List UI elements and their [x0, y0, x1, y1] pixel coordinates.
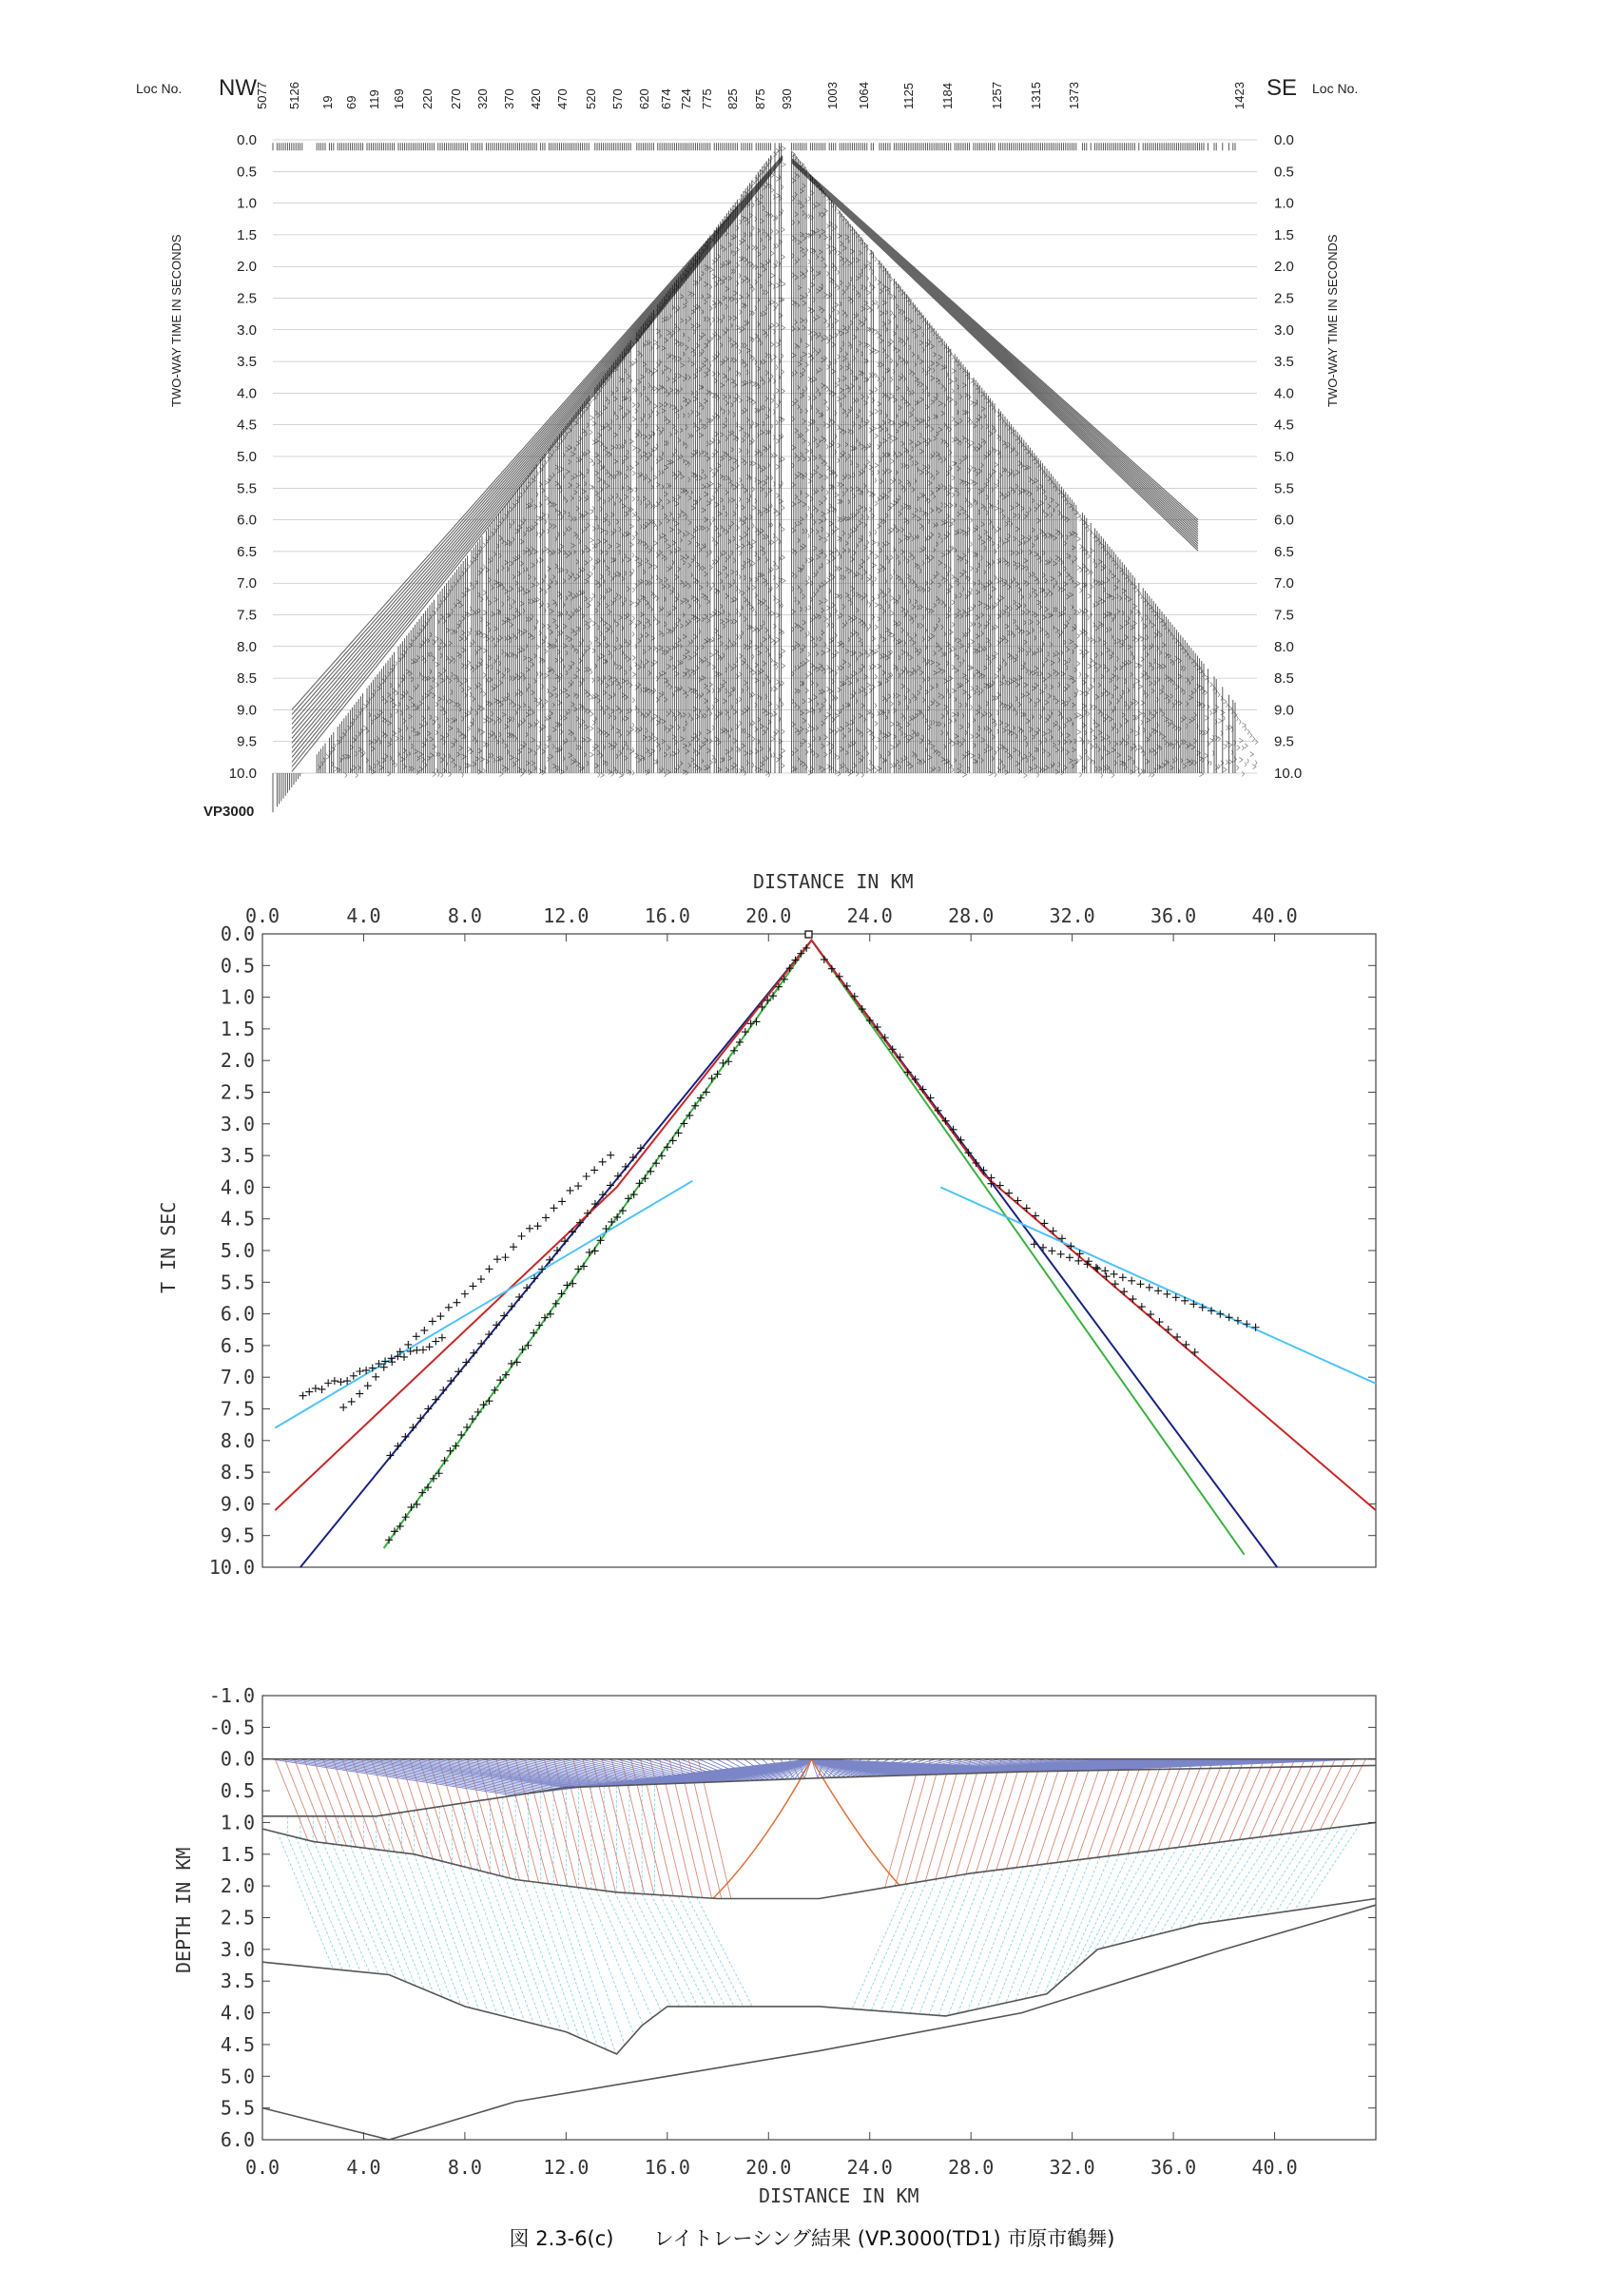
- layer-boundary: [262, 1899, 1376, 2054]
- loc-number: 570: [610, 88, 625, 109]
- model-x-axis: [245, 2132, 1298, 2179]
- loc-number: 1423: [1232, 82, 1247, 109]
- source-marker: [805, 931, 812, 938]
- loc-number: 875: [753, 88, 767, 109]
- x-tick-label: 24.0: [846, 2156, 893, 2179]
- loc-number: 5126: [287, 82, 301, 109]
- loc-label-right: Loc No.: [1312, 81, 1359, 96]
- time-tick-label: 1.5: [237, 226, 257, 243]
- y-tick-label: -1.0: [208, 1684, 255, 1707]
- y-tick-label: 4.0: [220, 1175, 255, 1199]
- loc-number: 169: [392, 88, 406, 109]
- time-tick-label: 1.0: [237, 195, 257, 212]
- time-tick-label: 9.5: [1274, 733, 1294, 750]
- time-tick-label: 4.5: [1274, 417, 1294, 434]
- loc-number: 69: [344, 95, 358, 109]
- loc-number: 930: [780, 88, 794, 109]
- y-tick-label: 5.5: [220, 2096, 255, 2120]
- loc-number: 270: [449, 88, 463, 109]
- x-tick-label: 0.0: [244, 2156, 280, 2179]
- direction-nw: NW: [219, 75, 257, 101]
- loc-number: 19: [320, 95, 335, 109]
- x-tick-label: 40.0: [1251, 904, 1298, 927]
- y-tick-label: 7.5: [220, 1397, 255, 1421]
- y-tick-label: 0.5: [220, 1779, 255, 1803]
- y-tick-label: -0.5: [208, 1716, 255, 1739]
- time-tick-label: 5.0: [1274, 449, 1294, 465]
- y-tick-label: 2.5: [220, 1080, 255, 1104]
- blue-traveltime-curve: [300, 941, 1277, 1567]
- time-tick-label: 7.5: [1274, 607, 1294, 624]
- cyan-traveltime-curve: [940, 1187, 1376, 1384]
- loc-number: 1125: [901, 83, 916, 109]
- traveltime-picks: [300, 944, 1260, 1543]
- y-tick-label: 1.5: [220, 1842, 255, 1866]
- time-tick-label: 0.0: [1274, 132, 1294, 148]
- loc-number: 1257: [990, 82, 1004, 109]
- y-tick-label: 9.5: [220, 1523, 255, 1547]
- loc-label-left: Loc No.: [136, 81, 183, 96]
- time-tick-label: 5.0: [237, 449, 257, 465]
- y-axis-label-right: TWO-WAY TIME IN SECONDS: [1325, 234, 1340, 407]
- traveltime-y-label: T IN SEC: [157, 1201, 180, 1293]
- x-tick-label: 40.0: [1251, 2156, 1298, 2179]
- loc-number: 620: [637, 88, 651, 109]
- time-tick-label: 2.0: [237, 259, 257, 276]
- time-tick-label: 3.5: [1274, 354, 1294, 371]
- y-tick-label: 5.0: [220, 1239, 255, 1262]
- y-tick-label: 3.5: [220, 1144, 255, 1168]
- loc-number: 220: [420, 88, 435, 109]
- loc-number: 775: [700, 88, 714, 109]
- y-tick-label: 0.0: [220, 922, 255, 945]
- y-tick-label: 4.5: [220, 1207, 255, 1231]
- time-tick-label: 6.0: [1274, 512, 1294, 529]
- y-tick-label: 6.5: [220, 1333, 255, 1357]
- y-tick-label: 8.0: [220, 1428, 255, 1452]
- y-tick-label: 4.5: [220, 2032, 255, 2056]
- cyan-traveltime-curve: [275, 1181, 692, 1428]
- layer-boundary: [262, 1905, 1376, 2140]
- time-tick-label: 5.5: [1274, 480, 1294, 497]
- time-tick-label: 8.0: [1274, 638, 1294, 655]
- model-plot: [172, 1684, 1376, 2207]
- loc-number: 520: [584, 88, 598, 109]
- loc-number: 1003: [825, 82, 840, 109]
- x-tick-label: 0.0: [244, 904, 280, 927]
- time-tick-label: 6.0: [237, 512, 257, 529]
- time-tick-label: 2.0: [1274, 259, 1294, 276]
- time-tick-label: 5.5: [237, 480, 257, 497]
- time-tick-label: 0.0: [237, 132, 257, 148]
- y-tick-label: 3.5: [220, 1969, 255, 1993]
- loc-number: 825: [725, 88, 740, 109]
- seismic-traces: [273, 140, 1258, 812]
- traveltime-frame: [262, 934, 1376, 1567]
- time-tick-label: 8.5: [237, 670, 257, 688]
- time-tick-label: 2.5: [1274, 290, 1294, 307]
- time-tick-label: 4.5: [237, 417, 257, 434]
- layer-boundary: [262, 1822, 1376, 1898]
- y-tick-label: 8.5: [220, 1461, 255, 1484]
- time-tick-label: 10.0: [1274, 766, 1303, 782]
- loc-number: 1315: [1029, 82, 1043, 109]
- time-tick-label: 4.0: [237, 385, 257, 402]
- x-tick-label: 12.0: [543, 2156, 590, 2179]
- ray-paths: [270, 1759, 1367, 2054]
- layer-boundaries: [262, 1759, 1376, 2140]
- x-tick-label: 16.0: [644, 904, 690, 927]
- time-tick-label: 3.0: [237, 321, 257, 339]
- y-tick-label: 0.5: [220, 954, 255, 978]
- x-tick-label: 8.0: [447, 904, 482, 927]
- y-tick-label: 2.0: [220, 1049, 255, 1073]
- x-tick-label: 32.0: [1049, 904, 1095, 927]
- loc-number: 5077: [255, 82, 269, 109]
- x-tick-label: 4.0: [346, 904, 381, 927]
- loc-number: 470: [555, 88, 570, 109]
- traveltime-x-axis: [245, 904, 1298, 941]
- time-tick-label: 7.0: [1274, 575, 1294, 592]
- y-tick-label: 9.0: [220, 1492, 255, 1516]
- time-axis-right: [1274, 132, 1302, 782]
- loc-number: 1184: [940, 83, 955, 109]
- time-tick-label: 0.5: [1274, 164, 1294, 181]
- x-tick-label: 36.0: [1150, 2156, 1197, 2179]
- time-tick-label: 7.0: [237, 575, 257, 592]
- red-traveltime-curve: [275, 941, 1376, 1510]
- loc-number: 724: [679, 88, 693, 109]
- model-y-axis: [209, 1684, 1376, 2151]
- loc-number-axis: [255, 82, 1247, 109]
- time-tick-label: 9.0: [237, 702, 257, 719]
- loc-number: 1373: [1067, 82, 1081, 109]
- y-axis-label-left: TWO-WAY TIME IN SECONDS: [169, 234, 184, 407]
- time-tick-label: 8.0: [237, 638, 257, 655]
- time-tick-label: 3.5: [237, 354, 257, 371]
- loc-number: 320: [475, 88, 490, 109]
- time-tick-label: 10.0: [228, 766, 257, 782]
- y-tick-label: 6.0: [220, 2128, 255, 2151]
- x-tick-label: 28.0: [948, 2156, 995, 2179]
- time-tick-label: 8.5: [1274, 670, 1294, 688]
- seismic-section: [136, 75, 1358, 820]
- y-tick-label: 5.0: [220, 2065, 255, 2088]
- figure-caption: 図 2.3-6(c) レイトレーシング結果 (VP.3000(TD1) 市原市鶴舞): [509, 2227, 1115, 2250]
- direction-se: SE: [1266, 75, 1298, 101]
- traveltime-y-axis: [209, 922, 1376, 1579]
- y-tick-label: 3.0: [220, 1112, 255, 1135]
- model-x-label: DISTANCE IN KM: [759, 2184, 919, 2207]
- loc-number: 119: [367, 89, 381, 109]
- x-tick-label: 4.0: [346, 2156, 381, 2179]
- x-tick-label: 8.0: [447, 2156, 482, 2179]
- x-tick-label: 20.0: [745, 2156, 792, 2179]
- time-tick-label: 4.0: [1274, 385, 1294, 402]
- x-tick-label: 24.0: [846, 904, 893, 927]
- y-tick-label: 3.0: [220, 1937, 255, 1961]
- loc-number: 370: [502, 88, 516, 109]
- y-tick-label: 4.0: [220, 2001, 255, 2025]
- y-tick-label: 7.0: [220, 1366, 255, 1389]
- loc-number: 674: [659, 88, 673, 109]
- time-tick-label: 9.0: [1274, 702, 1294, 719]
- x-tick-label: 20.0: [745, 904, 792, 927]
- x-tick-label: 12.0: [543, 904, 590, 927]
- vp-label: VP3000: [203, 804, 255, 820]
- time-axis-left: [229, 132, 257, 782]
- y-tick-label: 5.5: [220, 1271, 255, 1294]
- time-tick-label: 9.5: [237, 733, 257, 750]
- model-y-label: DEPTH IN KM: [172, 1847, 195, 1973]
- loc-number: 420: [529, 88, 543, 109]
- y-tick-label: 0.0: [220, 1747, 255, 1771]
- x-tick-label: 28.0: [948, 904, 995, 927]
- x-tick-label: 36.0: [1150, 904, 1197, 927]
- time-tick-label: 6.5: [1274, 543, 1294, 560]
- x-tick-label: 16.0: [644, 2156, 690, 2179]
- y-tick-label: 1.0: [220, 985, 255, 1009]
- loc-number: 1064: [857, 82, 871, 109]
- observed-pick-marks: [300, 944, 1260, 1543]
- traveltime-title: DISTANCE IN KM: [753, 870, 914, 893]
- time-tick-label: 2.5: [237, 290, 257, 307]
- time-tick-label: 3.0: [1274, 321, 1294, 339]
- y-tick-label: 2.5: [220, 1906, 255, 1930]
- time-tick-label: 7.5: [237, 607, 257, 624]
- timing-lines: [273, 140, 1257, 773]
- time-tick-label: 1.0: [1274, 195, 1294, 212]
- y-tick-label: 6.0: [220, 1302, 255, 1326]
- y-tick-label: 10.0: [208, 1556, 255, 1579]
- y-tick-label: 1.0: [220, 1811, 255, 1834]
- x-tick-label: 32.0: [1049, 2156, 1095, 2179]
- time-tick-label: 0.5: [237, 164, 257, 181]
- time-tick-label: 1.5: [1274, 226, 1294, 243]
- trace-lines: [273, 143, 1235, 812]
- y-tick-label: 2.0: [220, 1874, 255, 1898]
- y-tick-label: 1.5: [220, 1017, 255, 1040]
- time-tick-label: 6.5: [237, 543, 257, 560]
- traveltime-plot: [157, 870, 1376, 1579]
